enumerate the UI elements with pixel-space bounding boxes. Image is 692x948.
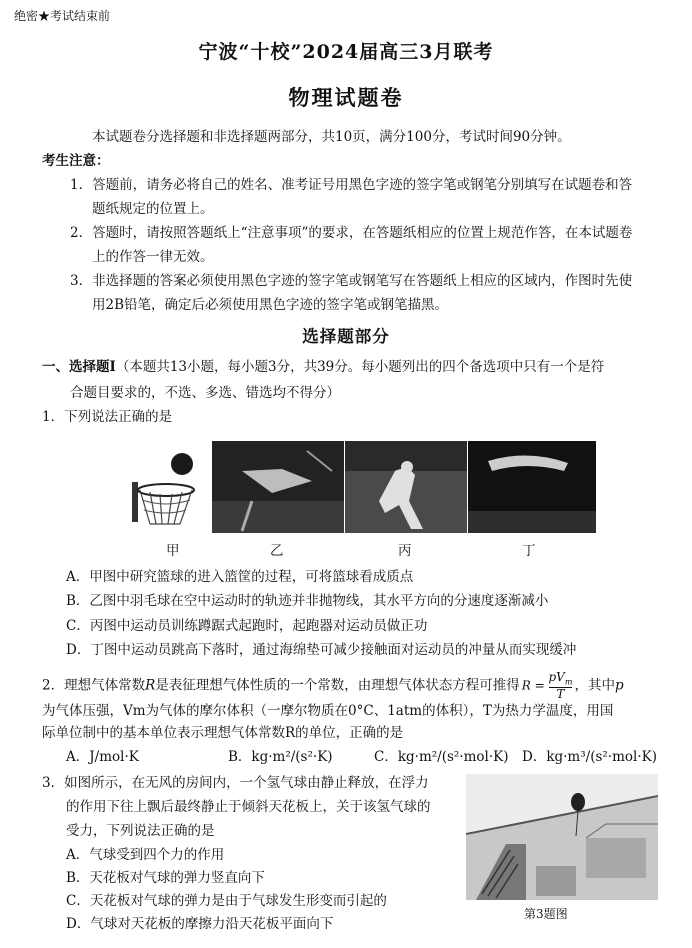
balloon-room-photo bbox=[466, 774, 658, 900]
notice-item-2-line2: 上的作答一律无效。 bbox=[92, 249, 214, 265]
q1-option-d: D．丁图中运动员跳高下落时，通过海绵垫可减少接触面对运动员的冲量从而实现缓冲 bbox=[66, 642, 577, 658]
q2-symbol-r: R bbox=[145, 677, 156, 694]
q3-line3: 受力，下列说法正确的是 bbox=[66, 823, 215, 839]
badminton-photo bbox=[212, 441, 344, 533]
intro-text: 本试题卷分选择题和非选择题两部分，共10页，满分100分，考试时间90分钟。 bbox=[92, 129, 571, 145]
q2-line2: 为气体压强，Vm为气体的摩尔体积（一摩尔物质在0°C、1atm的体积），T为热力学温度，用国 bbox=[42, 703, 614, 719]
fig3-caption: 第3题图 bbox=[524, 907, 568, 921]
section-title: 选择题部分 bbox=[302, 327, 390, 346]
q2-option-c: C．kg·m²/(s²·mol·K) bbox=[374, 749, 509, 765]
notice-item-1-line1: 1．答题前，请务必将自己的姓名、准考证号用黑色字迹的签字笔或钢笔分别填写在试题卷和答 bbox=[70, 177, 633, 193]
q3-option-b: B．天花板对气球的弹力竖直向下 bbox=[66, 870, 265, 886]
q1-option-a: A．甲图中研究篮球的进入篮筐的过程，可将篮球看成质点 bbox=[66, 569, 414, 585]
q2-option-a: A．J/mol·K bbox=[66, 749, 139, 765]
q1-stem: 1．下列说法正确的是 bbox=[42, 409, 173, 425]
q2-option-b: B．kg·m²/(s²·K) bbox=[228, 749, 333, 765]
q2-line1 bbox=[42, 671, 624, 701]
q3-option-d: D．气球对天花板的摩擦力沿天花板平面向下 bbox=[66, 916, 334, 932]
section1-line2: 合题目要求的，不选、多选、错选均不得分） bbox=[70, 385, 340, 401]
section1-line1 bbox=[42, 358, 604, 376]
exam-title: 宁波“十校”2024届高三3月联考 bbox=[198, 41, 494, 63]
q2-symbol-p: p bbox=[614, 677, 624, 694]
q3-line2: 的作用下往上飘后最终静止于倾斜天花板上，关于该氢气球的 bbox=[66, 799, 431, 815]
confidential-note: 绝密★考试结束前 bbox=[14, 9, 111, 23]
q2-text-c: ，其中 bbox=[574, 677, 615, 694]
paper-subtitle: 物理试题卷 bbox=[288, 85, 404, 110]
q3-line1: 3．如图所示，在无风的房间内，一个氢气球由静止释放，在浮力 bbox=[42, 775, 429, 791]
section1-lead: 一、选择题Ⅰ bbox=[42, 359, 116, 375]
sprint-start-photo bbox=[345, 441, 467, 533]
notice-item-1-line2: 题纸规定的位置上。 bbox=[92, 201, 214, 217]
section1-desc: （本题共13小题，每小题3分，共39分。每小题列出的四个备选项中只有一个是符 bbox=[115, 359, 605, 375]
fig-label-ding: 丁 bbox=[522, 543, 536, 559]
q2-formula: R = $pV_m$ T bbox=[521, 670, 573, 702]
q2-formula-lhs: R bbox=[521, 678, 531, 693]
high-jump-photo bbox=[468, 441, 596, 533]
q3-option-a: A．气球受到四个力的作用 bbox=[66, 847, 225, 863]
notice-heading: 考生注意： bbox=[42, 153, 110, 169]
q1-option-b: B．乙图中羽毛球在空中运动时的轨迹并非抛物线，其水平方向的分速度逐渐减小 bbox=[66, 593, 549, 609]
q3-option-c: C．天花板对气球的弹力是由于气球发生形变而引起的 bbox=[66, 893, 387, 909]
notice-item-3-line1: 3．非选择题的答案必须使用黑色字迹的签字笔或钢笔写在答题纸上相应的区域内，作图时先使 bbox=[70, 273, 633, 289]
q2-text-a: 2．理想气体常数 bbox=[42, 677, 146, 694]
q2-line3: 际单位制中的基本单位表示理想气体常数R的单位，正确的是 bbox=[42, 725, 404, 741]
q2-text-b: 是表征理想气体性质的一个常数，由理想气体状态方程可推得 bbox=[155, 677, 520, 694]
notice-item-2-line1: 2．答题时，请按照答题纸上“注意事项”的要求，在答题纸相应的位置上规范作答，在本试题卷 bbox=[70, 225, 633, 241]
basketball-hoop-figure bbox=[130, 448, 210, 532]
q1-option-c: C．丙图中运动员训练蹲踞式起跑时，起跑器对运动员做正功 bbox=[66, 618, 428, 634]
q2-option-d: D．kg·m³/(s²·mol·K) bbox=[522, 749, 657, 765]
notice-item-3-line2: 用2B铅笔，确定后必须使用黑色字迹的签字笔或钢笔描黑。 bbox=[92, 297, 449, 313]
fig-label-jia: 甲 bbox=[166, 543, 180, 559]
fig-label-yi: 乙 bbox=[270, 543, 284, 559]
fig-label-bing: 丙 bbox=[398, 543, 412, 559]
